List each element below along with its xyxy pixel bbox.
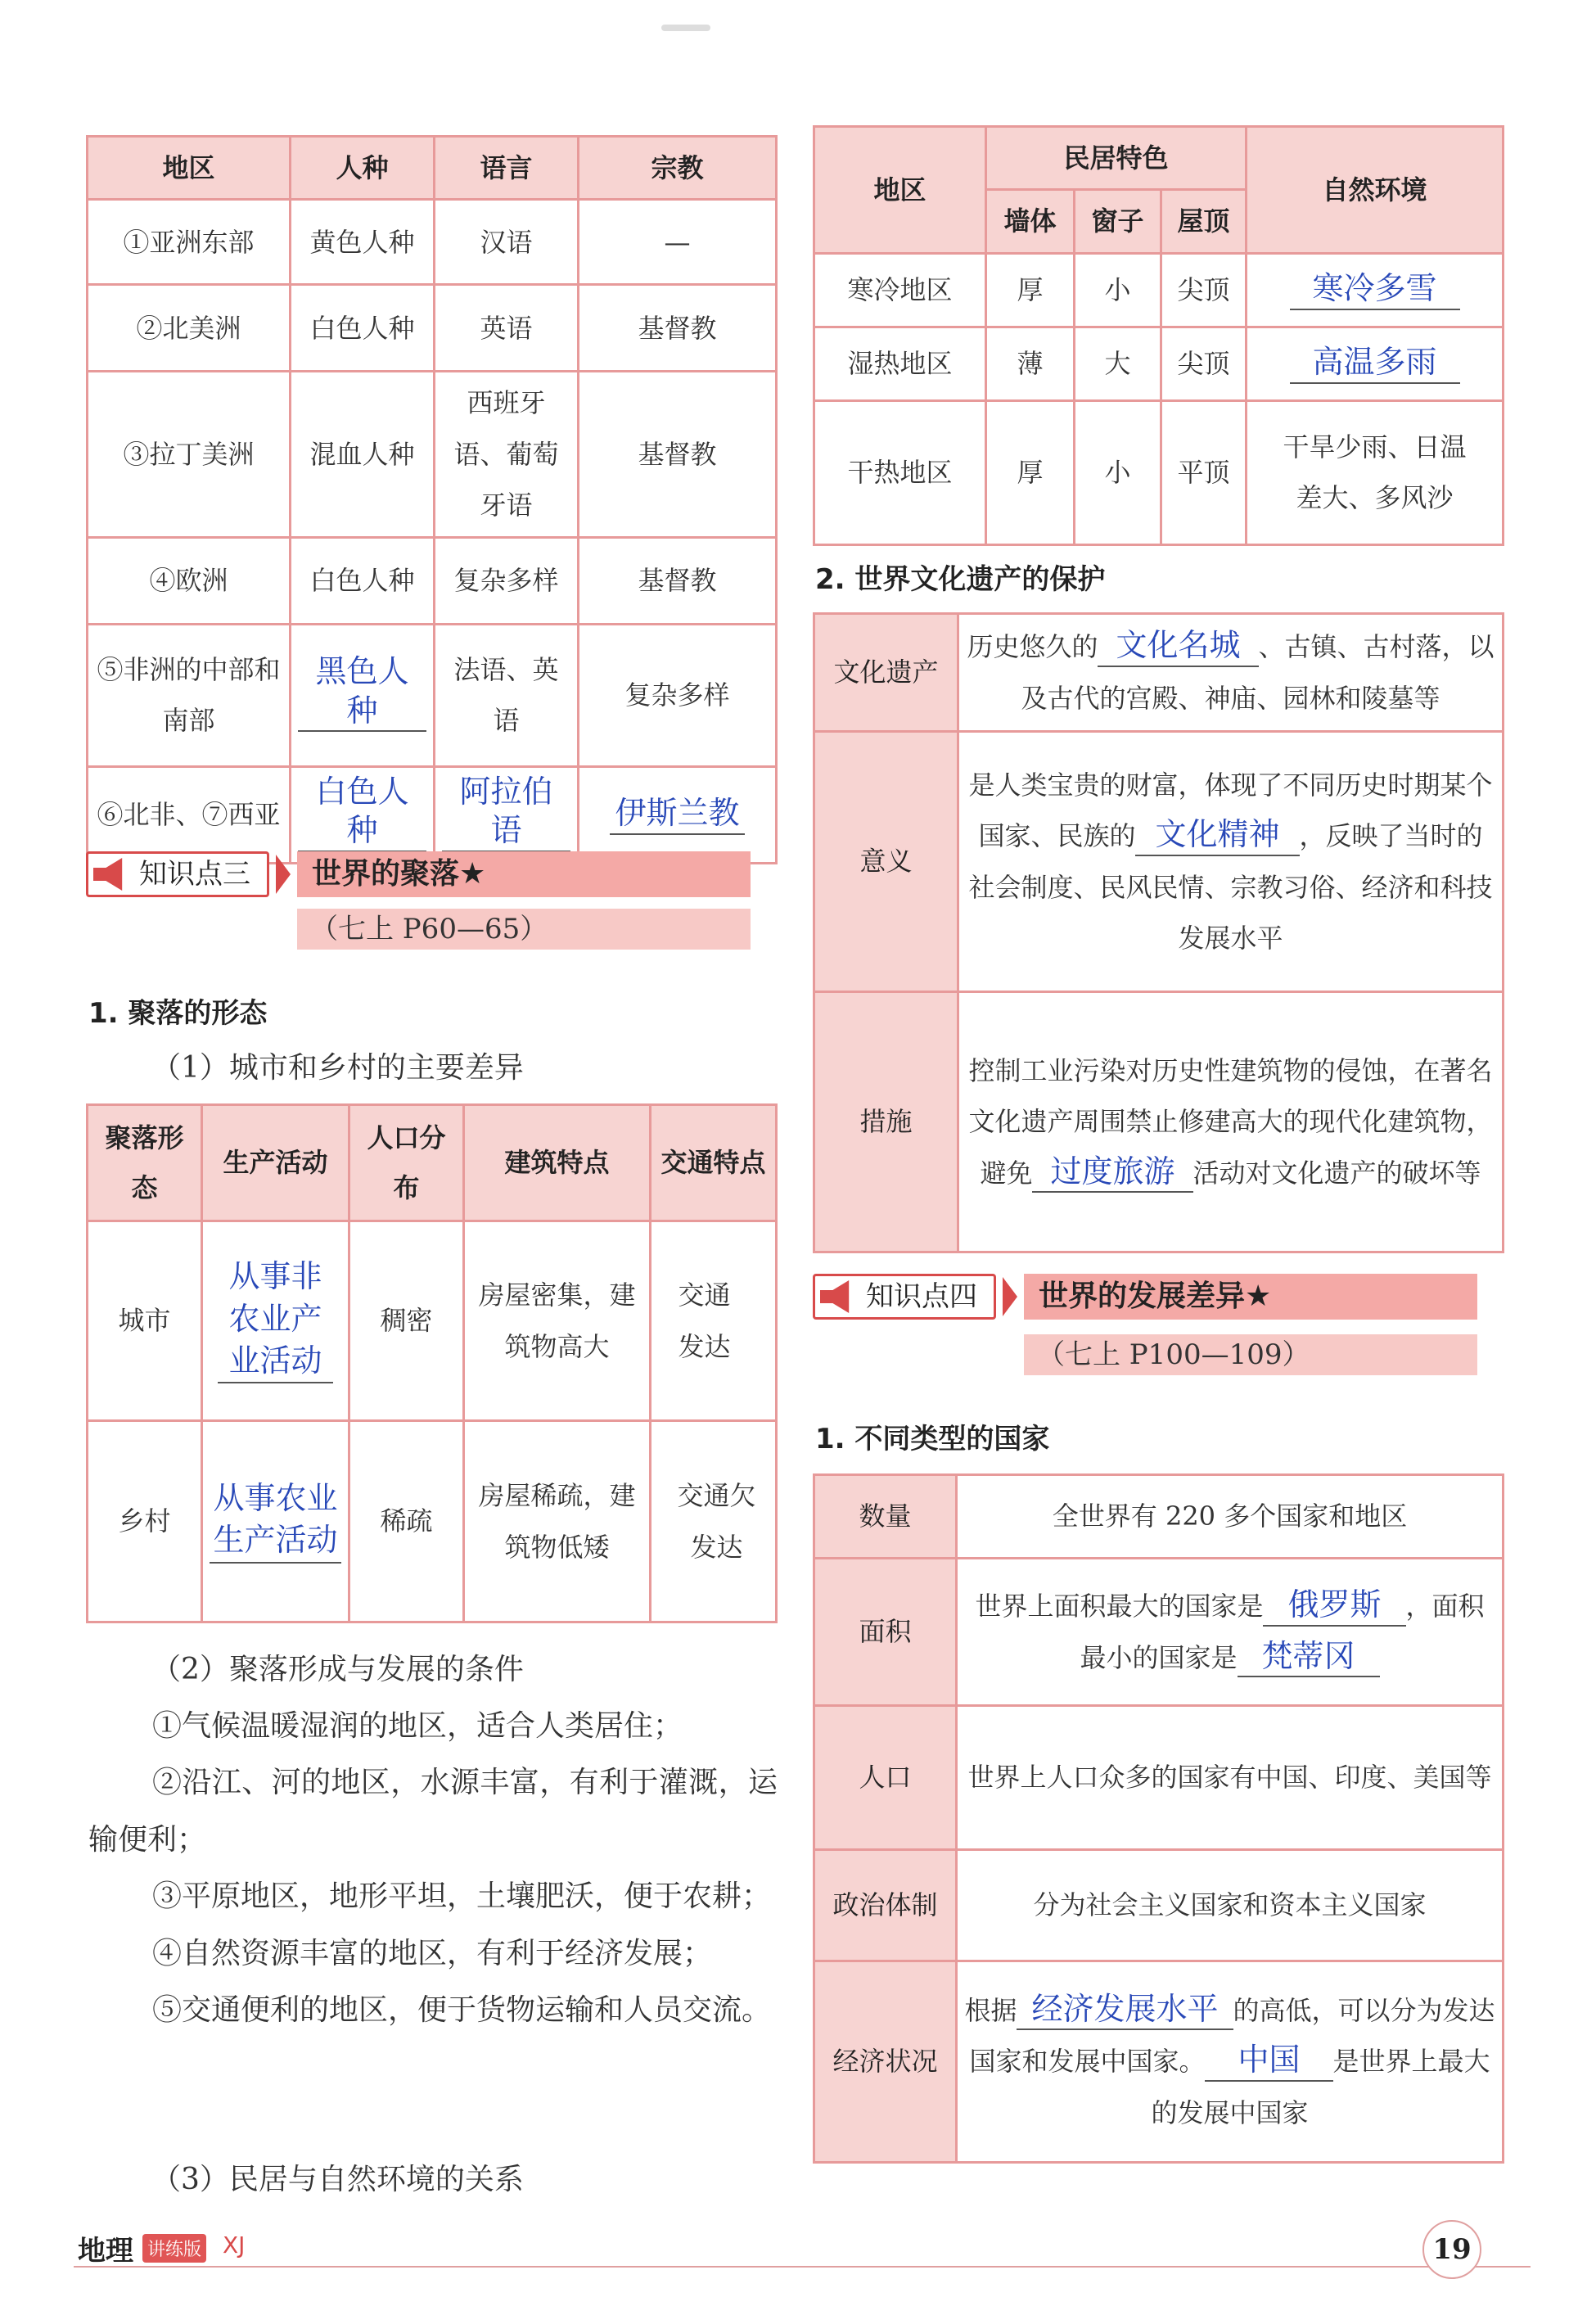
table-row: 政治体制 分为社会主义国家和资本主义国家 (814, 1850, 1504, 1961)
knowledge-point-3 (86, 851, 751, 897)
table-row: 干热地区 厚 小 平顶 干旱少雨、日温差大、多风沙 (814, 400, 1504, 544)
dwelling-table: 地区 民居特色 自然环境 墙体 窗子 屋顶 寒冷地区 厚 小 尖顶 寒冷多雪 湿热地区 薄 大 尖顶 高温多雨 干热地区 厚 小 平顶 干旱少雨、日温差大、多风沙 (813, 125, 1504, 546)
answer-village-activity: 从事农业生产活动 (210, 1478, 341, 1564)
speaker-icon (820, 1280, 856, 1313)
heritage-heading: 2. 世界文化遗产的保护 (815, 563, 1106, 596)
answer-cold-snow: 寒冷多雪 (1290, 269, 1460, 310)
table-row: 城市 从事非农业产业活动 稠密 房屋密集，建筑物高大 交通发达 (88, 1221, 777, 1421)
kp3-ref-bar (297, 909, 751, 950)
table-row: 寒冷地区 厚 小 尖顶 寒冷多雪 (814, 253, 1504, 327)
answer-economic-level: 经济发展水平 (1017, 1990, 1233, 2031)
footer-line (74, 2266, 1531, 2268)
table-row: ⑥北非、⑦西亚 白色人种 阿拉伯语 伊斯兰教 (88, 766, 777, 864)
footer-code: XJ (223, 2232, 246, 2259)
kp4-ref-bar (1024, 1334, 1477, 1375)
list-item: ③平原地区，地形平坦，土壤肥沃，便于农耕； (152, 1880, 772, 1914)
heritage-table (813, 612, 1504, 1253)
table-row: 意义 是人类宝贵的财富，体现了不同历史时期某个国家、民族的 文化精神 ，反映了当时的社会制度、民风民情、宗教习俗、经济和科技发展水平 (814, 732, 1504, 992)
table-row: ③拉丁美洲 混血人种 西班牙语、葡萄牙语 基督教 (88, 372, 777, 537)
answer-white-race: 白色人种 (298, 773, 426, 852)
settlement-table: 聚落形态 生产活动 人口分布 建筑特点 交通特点 城市 从事非农业产业活动 稠密 房屋密集，建筑物高大 交通发达 乡村 从事农业生产活动 稀疏 房屋稀疏，建筑物低矮 交通欠发达 (86, 1103, 778, 1623)
arrow-icon (1003, 1277, 1017, 1316)
answer-excessive-tourism: 过度旅游 (1032, 1153, 1192, 1194)
settlement-sub3: （3）民居与自然环境的关系 (151, 2163, 524, 2196)
countries-heading: 1. 不同类型的国家 (815, 1423, 1050, 1455)
answer-hot-rain: 高温多雨 (1290, 343, 1460, 384)
table-row: 人口 世界上人口众多的国家有中国、印度、美国等 (814, 1706, 1504, 1850)
header-religion: 宗教 (579, 137, 777, 200)
countries-table (813, 1473, 1504, 2164)
header-race: 人种 (291, 137, 435, 200)
kp3-label: 知识点三 (86, 851, 269, 897)
table-row: 乡村 从事农业生产活动 稀疏 房屋稀疏，建筑物低矮 交通欠发达 (88, 1421, 777, 1622)
list-item: ①气候温暖湿润的地区，适合人类居住； (152, 1709, 683, 1743)
table-row: ②北美洲 白色人种 英语 基督教 (88, 285, 777, 372)
header-language: 语言 (435, 137, 579, 200)
list-item: ④自然资源丰富的地区，有利于经济发展； (152, 1936, 713, 1970)
top-mark (661, 25, 710, 31)
arrow-icon (276, 855, 291, 894)
table-row: 经济状况 根据 经济发展水平 的高低，可以分为发达国家和发展中国家。 中国 是世界上最大的发展中国家 (814, 1961, 1504, 2163)
table-row: 措施 控制工业污染对历史性建筑物的侵蚀，在著名文化遗产周围禁止修建高大的现代化建筑物，避免 过度旅游 活动对文化遗产的破坏等 (814, 992, 1504, 1252)
table-row: 数量 全世界有 220 多个国家和地区 (814, 1475, 1504, 1559)
knowledge-point-4 (813, 1274, 1477, 1320)
answer-vatican: 梵蒂冈 (1238, 1637, 1380, 1678)
kp4-ref: （七上 P100—109） (1024, 1334, 1477, 1375)
condition-list (88, 1698, 778, 2039)
table-row: 面积 世界上面积最大的国家是 俄罗斯 ，面积最小的国家是 梵蒂冈 (814, 1559, 1504, 1706)
footer-subject: 地理 (78, 2235, 133, 2268)
kp4-label: 知识点四 (813, 1274, 996, 1320)
table-row: ④欧洲 白色人种 复杂多样 基督教 (88, 537, 777, 624)
speaker-icon (93, 858, 129, 891)
settlement-sub1: （1）城市和乡村的主要差异 (151, 1051, 524, 1085)
answer-black-race: 黑色人种 (298, 652, 426, 732)
answer-cultural-city: 文化名城 (1098, 626, 1258, 667)
answer-arabic: 阿拉伯语 (442, 773, 570, 852)
table-row: ⑤非洲的中部和南部 黑色人种 法语、英语 复杂多样 (88, 624, 777, 766)
kp4-title: 世界的发展差异★ (1024, 1274, 1477, 1320)
table-row: 文化遗产 历史悠久的 文化名城 、古镇、古村落，以及古代的宫殿、神庙、园林和陵墓等 (814, 614, 1504, 732)
list-item: ⑤交通便利的地区，便于货物运输和人员交流。 (152, 1993, 772, 2028)
list-item: ②沿江、河的地区，水源丰富，有利于灌溉，运输便利； (88, 1766, 778, 1857)
settlement-sub2: （2）聚落形成与发展的条件 (151, 1653, 524, 1686)
kp3-title: 世界的聚落★ (297, 851, 751, 897)
answer-cultural-spirit: 文化精神 (1135, 815, 1299, 856)
region-race-table (86, 135, 778, 864)
header-region: 地区 (88, 137, 291, 200)
answer-russia: 俄罗斯 (1263, 1586, 1405, 1627)
settlement-heading: 1. 聚落的形态 (88, 997, 268, 1030)
table-row: ①亚洲东部 黄色人种 汉语 — (88, 200, 777, 285)
kp3-ref: （七上 P60—65） (297, 909, 751, 950)
page-number: 19 (1422, 2220, 1481, 2279)
answer-china: 中国 (1205, 2041, 1332, 2082)
answer-islam: 伊斯兰教 (610, 794, 744, 835)
answer-city-activity: 从事非农业产业活动 (218, 1256, 333, 1383)
table-row: 湿热地区 薄 大 尖顶 高温多雨 (814, 327, 1504, 400)
footer-badge: 讲练版 (142, 2234, 206, 2263)
